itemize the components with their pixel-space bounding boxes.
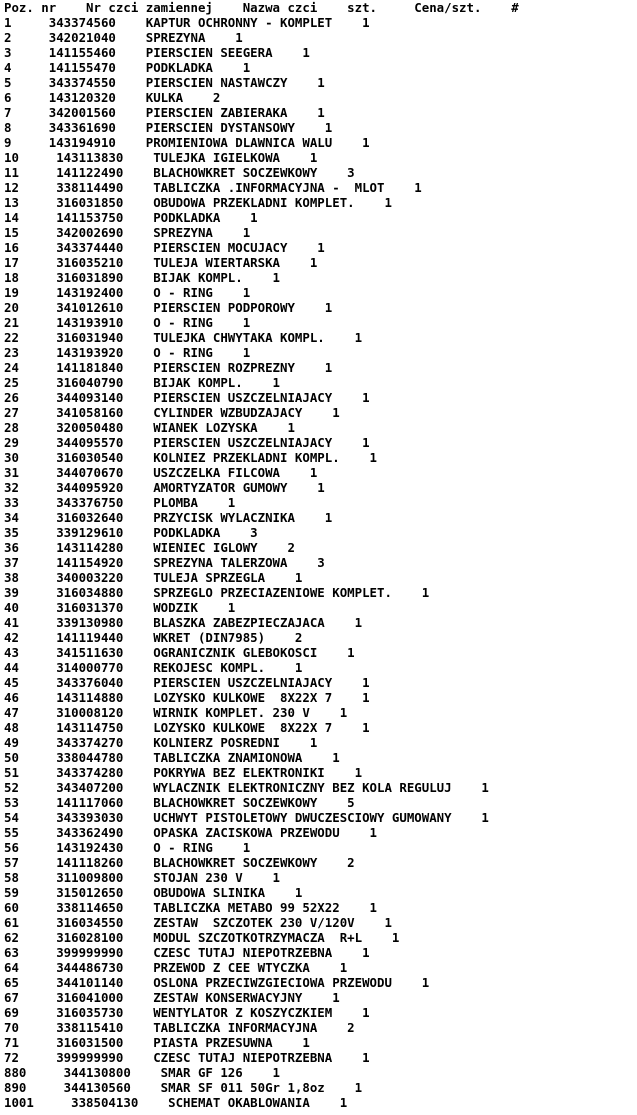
part-row: 65 344101140 OSLONA PRZECIWZGIECIOWA PRZEWODU 1 xyxy=(4,975,430,990)
part-row: 5 343374550 PIERSCIEN NASTAWCZY 1 xyxy=(4,75,325,90)
column-header: Poz. nr Nr czci zamiennej Nazwa czci szt. Cena/szt. # xyxy=(4,0,519,15)
part-row: 55 343362490 OPASKA ZACISKOWA PRZEWODU 1 xyxy=(4,825,377,840)
part-row: 39 316034880 SPRZEGLO PRZECIAZENIOWE KOMPLET. 1 xyxy=(4,585,430,600)
part-row: 1001 338504130 SCHEMAT OKABLOWANIA 1 xyxy=(4,1095,348,1110)
part-row: 9 143194910 PROMIENIOWA DLAWNICA WALU 1 xyxy=(4,135,370,150)
part-row: 44 314000770 REKOJESC KOMPL. 1 xyxy=(4,660,303,675)
part-row: 46 143114880 LOZYSKO KULKOWE 8X22X 7 1 xyxy=(4,690,370,705)
part-row: 51 343374280 POKRYWA BEZ ELEKTRONIKI 1 xyxy=(4,765,363,780)
part-row: 32 344095920 AMORTYZATOR GUMOWY 1 xyxy=(4,480,325,495)
part-row: 25 316040790 BIJAK KOMPL. 1 xyxy=(4,375,281,390)
part-row: 38 340003220 TULEJA SPRZEGLA 1 xyxy=(4,570,303,585)
part-row: 67 316041000 ZESTAW KONSERWACYJNY 1 xyxy=(4,990,340,1005)
part-row: 6 143120320 KULKA 2 xyxy=(4,90,221,105)
part-row: 40 316031370 WODZIK 1 xyxy=(4,600,236,615)
part-row: 45 343376040 PIERSCIEN USZCZELNIAJACY 1 xyxy=(4,675,370,690)
part-row: 64 344486730 PRZEWOD Z CEE WTYCZKA 1 xyxy=(4,960,348,975)
part-row: 24 141181840 PIERSCIEN ROZPREZNY 1 xyxy=(4,360,333,375)
part-row: 31 344070670 USZCZELKA FILCOWA 1 xyxy=(4,465,318,480)
part-row: 13 316031850 OBUDOWA PRZEKLADNI KOMPLET. 1 xyxy=(4,195,392,210)
part-row: 17 316035210 TULEJA WIERTARSKA 1 xyxy=(4,255,318,270)
part-row: 37 141154920 SPREZYNA TALERZOWA 3 xyxy=(4,555,325,570)
parts-list-document xyxy=(4,0,636,1110)
part-row: 62 316028100 MODUL SZCZOTKOTRZYMACZA R+L 1 xyxy=(4,930,400,945)
part-row: 41 339130980 BLASZKA ZABEZPIECZAJACA 1 xyxy=(4,615,363,630)
part-row: 21 143193910 O - RING 1 xyxy=(4,315,251,330)
part-row: 11 141122490 BLACHOWKRET SOCZEWKOWY 3 xyxy=(4,165,355,180)
part-row: 61 316034550 ZESTAW SZCZOTEK 230 V/120V 1 xyxy=(4,915,392,930)
part-row: 42 141119440 WKRET (DIN7985) 2 xyxy=(4,630,303,645)
part-row: 48 143114750 LOZYSKO KULKOWE 8X22X 7 1 xyxy=(4,720,370,735)
part-row: 29 344095570 PIERSCIEN USZCZELNIAJACY 1 xyxy=(4,435,370,450)
part-row: 15 342002690 SPREZYNA 1 xyxy=(4,225,251,240)
part-row: 71 316031500 PIASTA PRZESUWNA 1 xyxy=(4,1035,310,1050)
part-row: 7 342001560 PIERSCIEN ZABIERAKA 1 xyxy=(4,105,325,120)
part-row: 30 316030540 KOLNIEZ PRZEKLADNI KOMPL. 1 xyxy=(4,450,377,465)
part-row: 57 141118260 BLACHOWKRET SOCZEWKOWY 2 xyxy=(4,855,355,870)
part-row: 59 315012650 OBUDOWA SLINIKA 1 xyxy=(4,885,303,900)
part-row: 8 343361690 PIERSCIEN DYSTANSOWY 1 xyxy=(4,120,333,135)
part-row: 26 344093140 PIERSCIEN USZCZELNIAJACY 1 xyxy=(4,390,370,405)
part-row: 34 316032640 PRZYCISK WYLACZNIKA 1 xyxy=(4,510,333,525)
part-row: 52 343407200 WYLACZNIK ELEKTRONICZNY BEZ KOLA REGULUJ 1 xyxy=(4,780,489,795)
part-row: 18 316031890 BIJAK KOMPL. 1 xyxy=(4,270,281,285)
part-row: 890 344130560 SMAR SF 011 50Gr 1,8oz 1 xyxy=(4,1080,363,1095)
part-row: 43 341511630 OGRANICZNIK GLEBOKOSCI 1 xyxy=(4,645,355,660)
part-row: 49 343374270 KOLNIERZ POSREDNI 1 xyxy=(4,735,318,750)
part-row: 33 343376750 PLOMBA 1 xyxy=(4,495,236,510)
part-row: 58 311009800 STOJAN 230 V 1 xyxy=(4,870,281,885)
part-row: 54 343393030 UCHWYT PISTOLETOWY DWUCZESCIOWY GUMOWANY 1 xyxy=(4,810,489,825)
part-row: 47 310008120 WIRNIK KOMPLET. 230 V 1 xyxy=(4,705,348,720)
part-row: 70 338115410 TABLICZKA INFORMACYJNA 2 xyxy=(4,1020,355,1035)
part-row: 3 141155460 PIERSCIEN SEEGERA 1 xyxy=(4,45,310,60)
part-row: 4 141155470 PODKLADKA 1 xyxy=(4,60,251,75)
part-row: 19 143192400 O - RING 1 xyxy=(4,285,251,300)
part-row: 56 143192430 O - RING 1 xyxy=(4,840,251,855)
parts-rows xyxy=(4,15,636,1110)
part-row: 69 316035730 WENTYLATOR Z KOSZYCZKIEM 1 xyxy=(4,1005,370,1020)
part-row: 36 143114280 WIENIEC IGLOWY 2 xyxy=(4,540,295,555)
part-row: 22 316031940 TULEJKA CHWYTAKA KOMPL. 1 xyxy=(4,330,363,345)
part-row: 72 399999990 CZESC TUTAJ NIEPOTRZEBNA 1 xyxy=(4,1050,370,1065)
part-row: 50 338044780 TABLICZKA ZNAMIONOWA 1 xyxy=(4,750,340,765)
part-row: 60 338114650 TABLICZKA METABO 99 52X22 1 xyxy=(4,900,377,915)
part-row: 28 320050480 WIANEK LOZYSKA 1 xyxy=(4,420,295,435)
part-row: 14 141153750 PODKLADKA 1 xyxy=(4,210,258,225)
part-row: 10 143113830 TULEJKA IGIELKOWA 1 xyxy=(4,150,318,165)
part-row: 2 342021040 SPREZYNA 1 xyxy=(4,30,243,45)
part-row: 12 338114490 TABLICZKA .INFORMACYJNA - MLOT 1 xyxy=(4,180,422,195)
part-row: 23 143193920 O - RING 1 xyxy=(4,345,251,360)
part-row: 16 343374440 PIERSCIEN MOCUJACY 1 xyxy=(4,240,325,255)
part-row: 27 341058160 CYLINDER WZBUDZAJACY 1 xyxy=(4,405,340,420)
part-row: 20 341012610 PIERSCIEN PODPOROWY 1 xyxy=(4,300,333,315)
part-row: 1 343374560 KAPTUR OCHRONNY - KOMPLET 1 xyxy=(4,15,370,30)
part-row: 63 399999990 CZESC TUTAJ NIEPOTRZEBNA 1 xyxy=(4,945,370,960)
part-row: 35 339129610 PODKLADKA 3 xyxy=(4,525,258,540)
part-row: 53 141117060 BLACHOWKRET SOCZEWKOWY 5 xyxy=(4,795,355,810)
part-row: 880 344130800 SMAR GF 126 1 xyxy=(4,1065,281,1080)
